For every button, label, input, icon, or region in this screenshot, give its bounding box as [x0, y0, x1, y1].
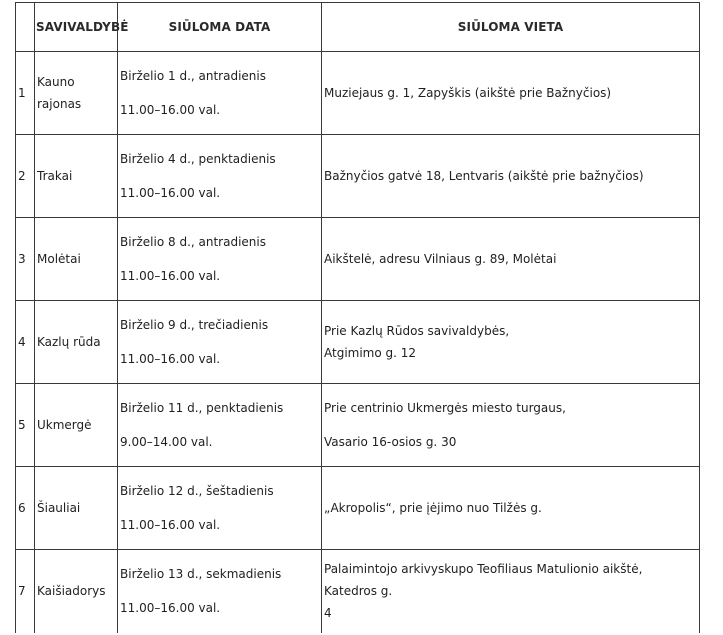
- date-cell: [118, 384, 322, 467]
- header-num: [16, 3, 35, 52]
- municipality-cell: [35, 218, 118, 301]
- event-date: Birželio 9 d., trečiadienis: [120, 318, 269, 332]
- place-cell: [322, 550, 700, 633]
- row-number: 1: [16, 52, 35, 135]
- place-text: Atgimimo g. 12: [324, 346, 417, 360]
- date-cell: [118, 218, 322, 301]
- municipality-name: Šiauliai: [37, 501, 81, 515]
- municipality-name: Kauno: [37, 75, 75, 89]
- municipality-cell: [35, 550, 118, 633]
- event-time: 9.00–14.00 val.: [120, 435, 213, 449]
- municipality-name: Kaišiadorys: [37, 584, 106, 599]
- place-cell: [322, 135, 700, 218]
- place-text: Vasario 16-osios g. 30: [324, 435, 457, 449]
- row-number: 4: [16, 301, 35, 384]
- event-time: 11.00–16.00 val.: [120, 186, 221, 200]
- date-cell: [118, 135, 322, 218]
- header-place: SIŪLOMA VIETA: [322, 3, 700, 52]
- municipality-name: Kazlų rūda: [37, 335, 101, 349]
- date-cell: [118, 550, 322, 633]
- row-number: 7: [16, 550, 35, 633]
- place-cell: [322, 384, 700, 467]
- row-number: 2: [16, 135, 35, 218]
- municipality-name: rajonas: [37, 97, 82, 111]
- event-date: Birželio 4 d., penktadienis: [120, 152, 276, 166]
- table-row: [16, 384, 700, 467]
- place-text: Prie Kazlų Rūdos savivaldybės,: [324, 324, 510, 338]
- header-municipality: SAVIVALDYBĖ: [35, 3, 118, 52]
- municipality-cell: [35, 467, 118, 550]
- line-gap: [120, 87, 319, 99]
- event-time: 11.00–16.00 val.: [120, 601, 221, 616]
- place-text: Palaimintojo arkivyskupo Teofiliaus Matulionio aikštė, Katedros g.: [324, 562, 643, 599]
- event-date: Birželio 13 d., sekmadienis: [120, 567, 282, 582]
- place-text: Muziejaus g. 1, Zapyškis (aikštė prie Bažnyčios): [324, 86, 612, 100]
- header-date: SIŪLOMA DATA: [118, 3, 322, 52]
- date-cell: [118, 301, 322, 384]
- line-gap: [120, 419, 319, 431]
- place-text: Bažnyčios gatvė 18, Lentvaris (aikštė prie bažnyčios): [324, 169, 644, 183]
- line-gap: [120, 585, 319, 597]
- place-text: Aikštelė, adresu Vilniaus g. 89, Molėtai: [324, 252, 557, 266]
- row-number: 5: [16, 384, 35, 467]
- row-number: 3: [16, 218, 35, 301]
- place-cell: [322, 467, 700, 550]
- table-row: [16, 218, 700, 301]
- table-row: [16, 550, 700, 633]
- event-date: Birželio 8 d., antradienis: [120, 235, 266, 249]
- place-text: Prie centrinio Ukmergės miesto turgaus,: [324, 401, 566, 415]
- municipality-cell: [35, 135, 118, 218]
- line-gap: [120, 170, 319, 182]
- place-cell: [322, 301, 700, 384]
- municipality-name: Trakai: [37, 169, 73, 183]
- event-time: 11.00–16.00 val.: [120, 269, 221, 283]
- line-gap: [120, 336, 319, 348]
- municipality-cell: [35, 384, 118, 467]
- municipality-name: Molėtai: [37, 252, 81, 266]
- event-date: Birželio 12 d., šeštadienis: [120, 484, 274, 498]
- place-cell: [322, 218, 700, 301]
- date-cell: [118, 467, 322, 550]
- header-row: [16, 3, 700, 52]
- line-gap: [324, 419, 697, 431]
- event-time: 11.00–16.00 val.: [120, 103, 221, 117]
- event-time: 11.00–16.00 val.: [120, 518, 221, 532]
- municipality-cell: [35, 52, 118, 135]
- table-row: [16, 301, 700, 384]
- date-cell: [118, 52, 322, 135]
- events-table: [15, 2, 700, 633]
- municipality-cell: [35, 301, 118, 384]
- municipality-name: Ukmergė: [37, 418, 92, 432]
- table-row: [16, 52, 700, 135]
- row-number: 6: [16, 467, 35, 550]
- line-gap: [120, 502, 319, 514]
- place-cell: [322, 52, 700, 135]
- event-date: Birželio 1 d., antradienis: [120, 69, 266, 83]
- table-row: [16, 467, 700, 550]
- table-row: [16, 135, 700, 218]
- place-text: „Akropolis“, prie įėjimo nuo Tilžės g.: [324, 501, 542, 515]
- table-body: [16, 52, 700, 633]
- event-date: Birželio 11 d., penktadienis: [120, 401, 284, 415]
- place-text: 4: [324, 606, 332, 621]
- event-time: 11.00–16.00 val.: [120, 352, 221, 366]
- line-gap: [120, 253, 319, 265]
